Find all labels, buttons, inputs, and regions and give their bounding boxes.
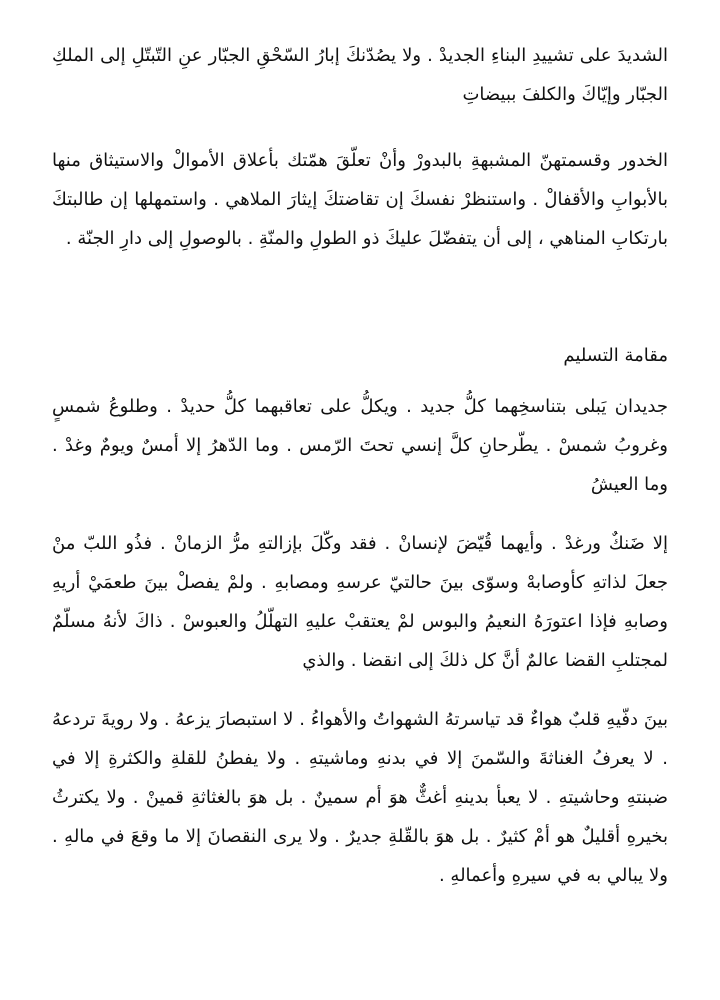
paragraph-4: إلا ضَنكٌ ورغدْ . وأيهما قُيّضَ لإنسانْ . فقد وكّلَ بإزالتهِ مرُّ الزمانْ . فذُو اللبّ منْ جعلَ لذاتهِ كأوصابهْ وسوّى بينَ حالتيّ عرسهِ ومصابهِ . ولمْ يفصلْ بينَ طعمَيْ أريهِ وصابهِ فإذا اعتورَهُ النعيمُ والبوس لمْ يعتقبْ عليهِ التهلّلُ والعبوسْ . ذاكَ لأنهُ مسلّمٌ لمجتلبِ القضا عالمٌ أنَّ كل ذلكَ إلى انقضا . والذي — [52, 533, 668, 671]
paragraph-5: بينَ دفّيهِ قلبٌ هواءٌ قد تياسرتهُ الشهواتُ والأهواءُ . لا استبصارَ يزعهُ . ولا رويةَ تردعهُ . لا يعرفُ الغناثةَ والسّمنَ إلا في بدنهِ وماشيتهِ . ولا يفطنُ للقلةِ والكثرةِ إلا في ضبنتهِ وحاشيتهِ . لا يعبأ بدينهِ أغثٌّ هوَ أم سمينٌ . بل هوَ بالغثاثةِ قمينْ . ولا يكترثُ بخيرهِ أقليلٌ هو أمْ كثيرٌ . بل هوَ بالقّلةِ جديرٌ . ولا يرى النقصانَ إلا ما وقعَ في مالهِ . ولا يبالي به في سيرهِ وأعمالهِ . — [52, 709, 668, 886]
paragraph-1: الشديدَ على تشييدِ البناءِ الجديدْ . ولا يصُدّنكَ إبارُ السّحْقِ الجبّار عنِ التّبتّلِ إلى الملكِ الجبّار وإيّاكَ والكلفَ ببيضاتِ — [52, 45, 668, 105]
section-heading: مقامة التسليم — [563, 345, 668, 366]
paragraph-2: الخدور وقسمتهنّ المشبهةِ بالبدورْ وأنْ تعلّقَ همّتك بأعلاق الأموالْ والاستيثاق منها بالأبوابِ والأقفالْ . واستنظرْ نفسكَ إن تقاضتكَ إيثارَ الملاهي . واستمهلها إن طالبتكَ بارتكابِ المناهي ، إلى أن يتفضّلَ عليكَ ذو الطولِ والمنّةِ . بالوصولِ إلى دارِ الجنّة . — [52, 150, 668, 249]
paragraph-3: جديدان يَبلى بتناسخِهما كلُّ جديد . ويكلُّ على تعاقبهما كلُّ حديدْ . وطلوعُ شمسٍ وغروبُ شمسْ . يطّرحانِ كلَّ إنسي تحتَ الرّمس . وما الدّهرُ إلا أمسٌ ويومٌ وغدْ . وما العيشُ — [52, 396, 668, 495]
